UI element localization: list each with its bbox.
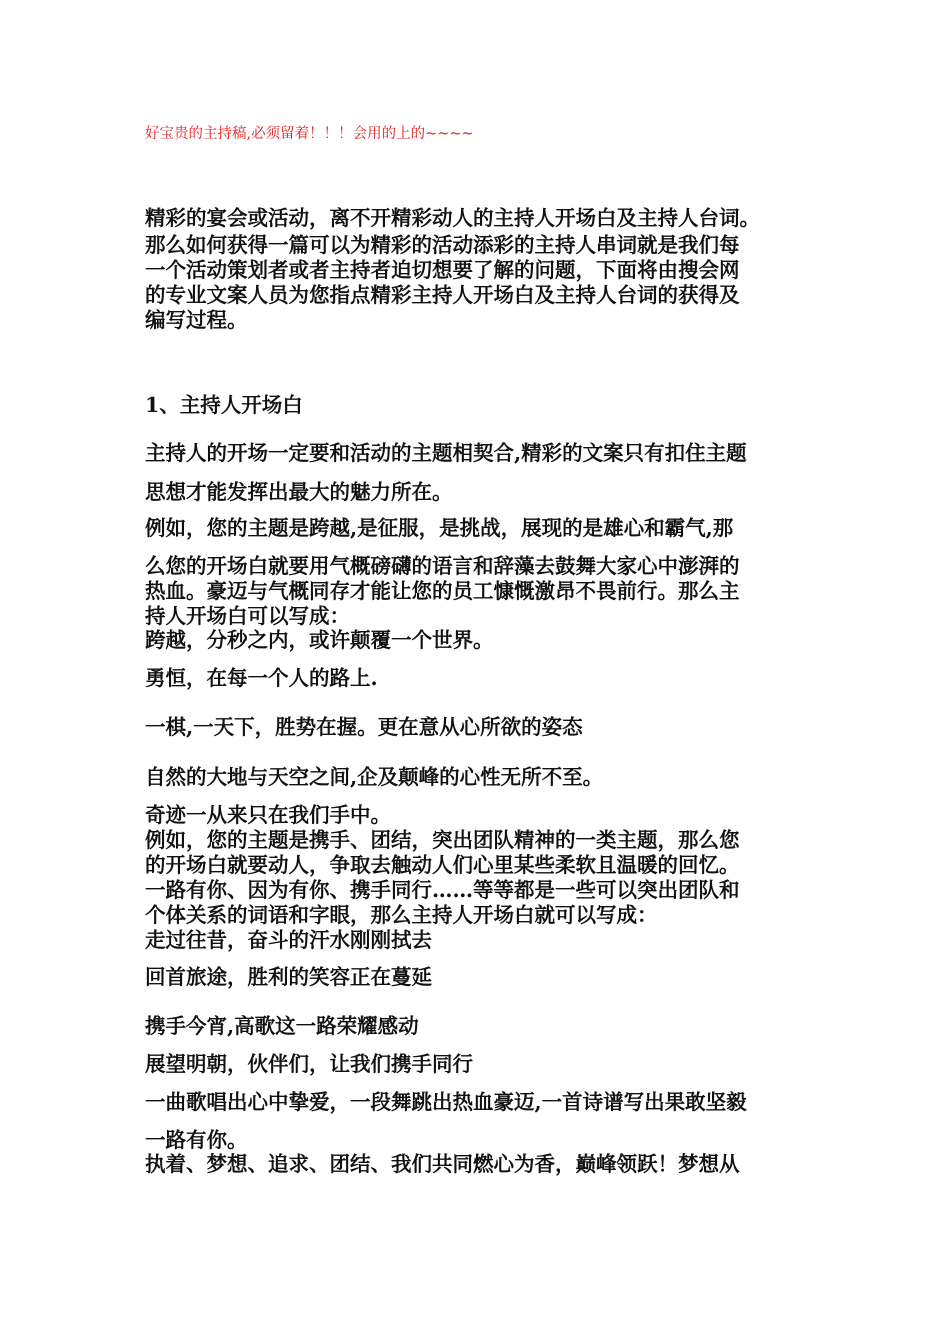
body-line: 一路有你。 [145,1128,248,1152]
body-line: 一棋,一天下，胜势在握。更在意从心所欲的姿态 [145,715,583,739]
intro-line: 那么如何获得一篇可以为精彩的活动添彩的主持人串词就是我们每 [145,233,740,257]
intro-line: 编写过程。 [145,308,248,332]
body-line: 回首旅途，胜利的笑容正在蔓延 [145,965,432,989]
body-line: 持人开场白可以写成： [145,604,350,628]
body-line: 自然的大地与天空之间,企及颠峰的心性无所不至。 [145,765,604,789]
body-line: 执着、梦想、追求、团结、我们共同燃心为香，巅峰领跃！梦想从 [145,1152,740,1176]
intro-line: 的专业文案人员为您指点精彩主持人开场白及主持人台词的获得及 [145,283,740,307]
body-line: 奇迹一从来只在我们手中。 [145,803,391,827]
body-line: 展望明朝，伙伴们，让我们携手同行 [145,1052,473,1076]
body-line: 一曲歌唱出心中挚爱，一段舞跳出热血豪迈,一首诗谱写出果敢坚毅 [145,1090,747,1114]
body-line: 例如，您的主题是跨越,是征服，是挑战，展现的是雄心和霸气,那 [145,516,734,540]
section-heading: 1、主持人开场白 [145,393,303,417]
body-line: 走过往昔，奋斗的汗水刚刚拭去 [145,928,432,952]
body-line: 跨越，分秒之内，或许颠覆一个世界。 [145,628,494,652]
body-line: 思想才能发挥出最大的魅力所在。 [145,480,453,504]
intro-line: 一个活动策划者或者主持者迫切想要了解的问题，下面将由搜会网 [145,258,740,282]
body-line: 主持人的开场一定要和活动的主题相契合,精彩的文案只有扣住主题 [145,441,747,465]
body-line: 么您的开场白就要用气概磅礴的语言和辞藻去鼓舞大家心中澎湃的 [145,554,740,578]
body-line: 携手今宵,高歌这一路荣耀感动 [145,1014,419,1038]
body-line: 一路有你、因为有你、携手同行……等等都是一些可以突出团队和 [145,878,740,902]
intro-line: 精彩的宴会或活动，离不开精彩动人的主持人开场白及主持人台词。 [145,206,760,230]
body-line: 个体关系的词语和字眼，那么主持人开场白就可以写成： [145,903,658,927]
body-line: 热血。豪迈与气概同存才能让您的员工慷慨激昂不畏前行。那么主 [145,579,740,603]
body-line: 例如，您的主题是携手、团结，突出团队精神的一类主题，那么您 [145,828,740,852]
body-line: 的开场白就要动人，争取去触动人们心里某些柔软且温暖的回忆。 [145,853,740,877]
body-line: 勇恒，在每一个人的路上. [145,666,378,690]
red-note: 好宝贵的主持稿,必须留着！！！会用的上的~~~~ [145,126,474,142]
